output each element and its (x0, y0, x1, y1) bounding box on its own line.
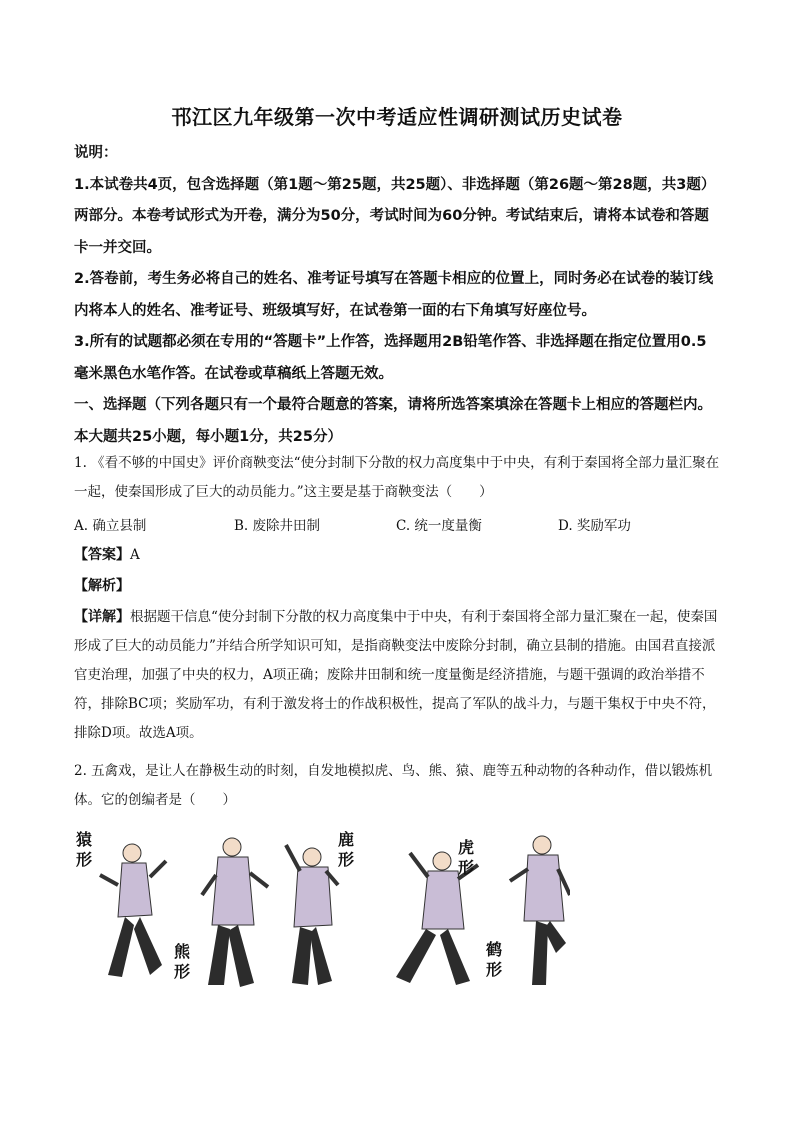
five-animal-exercise-figure (70, 825, 570, 995)
question-2-stem (74, 757, 720, 815)
exam-title: 邗江区九年级第一次中考适应性调研测试历史试卷 (171, 105, 623, 129)
analysis-tag: 【解析】 (74, 578, 130, 594)
crane-form-label (485, 940, 503, 979)
answer-value: A (130, 547, 140, 563)
deer-label-1: 鹿 (338, 830, 355, 849)
q1-answer-row (74, 541, 720, 570)
crane-form-figure (510, 836, 570, 985)
bear-label-2: 形 (174, 962, 191, 981)
instruction-1: 1.本试卷共4页，包含选择题（第1题～第25题，共25题）、非选择题（第26题～第28题，共3题）两部分。本卷考试形式为开卷，满分为50分，考试时间为60分钟。考试结束后，请将本试卷和答题卡一并交回。 (74, 176, 716, 256)
crane-label-2: 形 (486, 960, 503, 979)
answer-tag: 【答案】 (74, 547, 130, 563)
instruction-3: 3.所有的试题都必须在专用的“答题卡”上作答，选择题用2B铅笔作答、非选择题在指定位置用0.5毫米黑色水笔作答。在试卷或草稿纸上答题无效。 (74, 334, 707, 382)
q1-option-d: D. 奖励军功 (558, 518, 631, 534)
section-heading: 一、选择题（下列各题只有一个最符合题意的答案，请将所选答案填涂在答题卡上相应的答题栏内。本大题共25小题，每小题1分，共25分） (74, 397, 712, 445)
q1-detail (74, 603, 720, 748)
instructions-block (74, 138, 720, 453)
q1-analysis-row (74, 572, 720, 601)
ape-label-2: 形 (76, 850, 93, 869)
ape-form-label (75, 830, 93, 869)
bear-form-label (174, 942, 191, 981)
q1-option-b: B. 废除井田制 (234, 518, 321, 534)
q2-stem-text: 2. 五禽戏，是让人在静极生动的时刻，自发地模拟虎、鸟、熊、猿、鹿等五种动物的各种动作，借以锻炼机体。它的创编者是（ ） (74, 763, 713, 808)
question-1-options (74, 514, 720, 534)
bear-form-figure (202, 838, 268, 987)
tiger-label-2: 形 (458, 858, 475, 877)
bear-label-1: 熊 (174, 942, 191, 961)
note-label: 说明： (74, 145, 118, 161)
detail-text: 根据题干信息“使分封制下分散的权力高度集中于中央，有利于秦国将全部力量汇聚在一起，使秦国形成了巨大的动员能力”并结合所学知识可知，是指商鞅变法中废除分封制，确立县制的措施。由国君直接派官吏治理，加强了中央的权力，A项正确；废除井田制和统一度量衡是经济措施，与题干强调的政治举措不符，排除BC项；奖励军功，有利于激发将士的作战积极性，提高了军队的战斗力，与题干集权于中央不符，排除D项。故选A项。 (74, 609, 718, 741)
deer-form-figure (286, 845, 338, 985)
crane-label-1: 鹤 (486, 940, 503, 959)
instruction-2: 2.答卷前，考生务必将自己的姓名、准考证号填写在答题卡相应的位置上，同时务必在试卷的装订线内将本人的姓名、准考证号、班级填写好，在试卷第一面的右下角填写好座位号。 (74, 271, 714, 319)
q1-option-a: A. 确立县制 (74, 518, 147, 534)
deer-form-label (338, 830, 355, 869)
q1-option-c: C. 统一度量衡 (396, 518, 482, 534)
ape-form-figure (100, 844, 166, 977)
detail-tag: 【详解】 (74, 609, 130, 625)
deer-label-2: 形 (338, 850, 355, 869)
question-1-stem (74, 449, 720, 507)
ape-label-1: 猿 (76, 830, 93, 849)
tiger-label-1: 虎 (458, 838, 475, 857)
tiger-form-label (458, 838, 475, 877)
q1-stem-text: 1. 《看不够的中国史》评价商鞅变法“使分封制下分散的权力高度集中于中央，有利于秦国将全部力量汇聚在一起，使秦国形成了巨大的动员能力。”这主要是基于商鞅变法（ ） (74, 455, 720, 500)
